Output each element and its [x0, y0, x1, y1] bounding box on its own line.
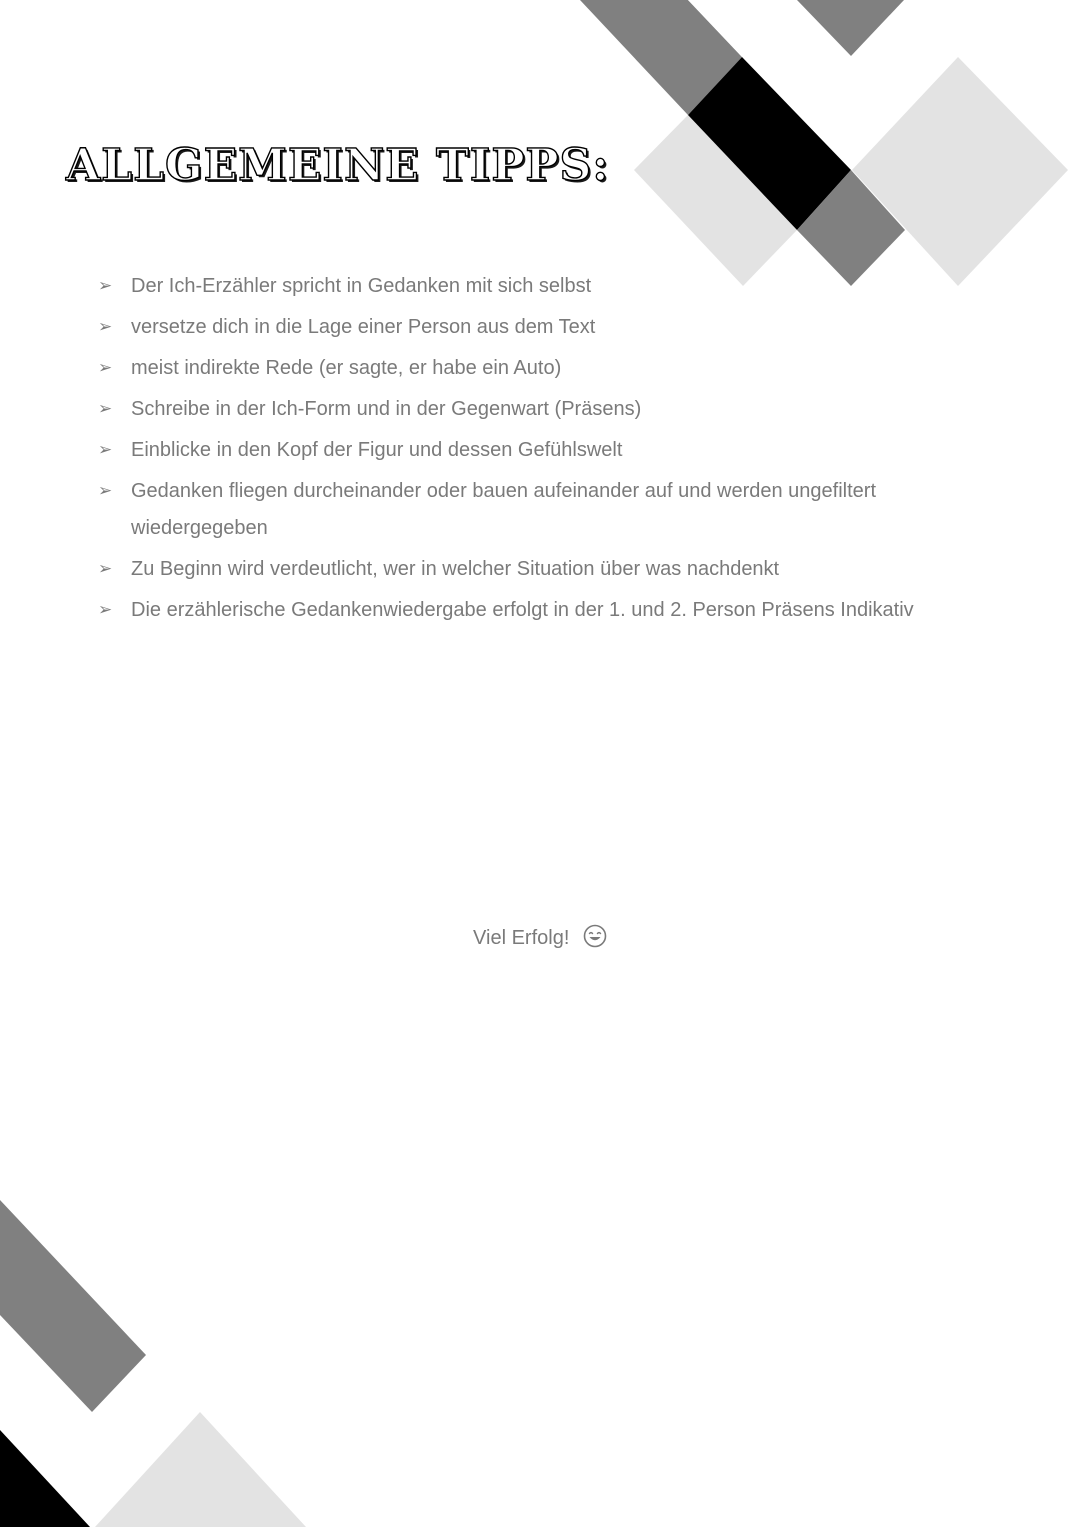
light-gray-diamond-right: [852, 57, 1068, 286]
tip-text: meist indirekte Rede (er sagte, er habe ein Auto): [131, 357, 562, 379]
arrow-bullet-icon: ➢: [98, 317, 113, 337]
light-gray-triangle-bottom: [95, 1412, 306, 1527]
list-item: [96, 592, 996, 629]
arrow-bullet-icon: ➢: [98, 599, 113, 620]
tip-text: Zu Beginn wird verdeutlicht, wer in welcher Situation über was nachdenkt: [131, 557, 780, 580]
dark-gray-stripe-top: [580, 0, 742, 115]
black-stripe: [688, 57, 851, 230]
list-item: [96, 391, 996, 428]
black-triangle-bottom: [0, 1430, 90, 1527]
list-item: [96, 432, 996, 469]
arrow-bullet-icon: ➢: [98, 276, 113, 296]
closing-line: [0, 922, 1080, 954]
tip-text: Einblicke in den Kopf der Figur und dessen Gefühlswelt: [131, 439, 623, 461]
list-item: [96, 268, 996, 305]
arrow-bullet-icon: ➢: [98, 558, 113, 579]
list-item: [96, 473, 996, 546]
tip-text: Die erzählerische Gedankenwiedergabe erfolgt in der 1. und 2. Person Präsens Indikativ: [131, 598, 914, 621]
dark-gray-stripe-bottom: [0, 1200, 146, 1412]
tip-text: Der Ich-Erzähler spricht in Gedanken mit sich selbst: [131, 275, 592, 297]
tip-text: Schreibe in der Ich-Form und in der Gegenwart (Präsens): [131, 398, 642, 420]
list-item: [96, 551, 996, 588]
white-gap: [688, 0, 796, 57]
smiley-icon: [583, 924, 607, 948]
light-gray-diamond-left: [634, 115, 797, 286]
arrow-bullet-icon: ➢: [98, 399, 113, 419]
arrow-bullet-icon: ➢: [98, 481, 113, 501]
tip-text: Gedanken fliegen durcheinander oder bauen aufeinander auf und werden ungefiltert wiedergegeben: [131, 480, 876, 539]
dark-gray-triangle-top: [797, 0, 904, 56]
list-item: [96, 309, 996, 346]
arrow-bullet-icon: ➢: [98, 358, 113, 378]
arrow-bullet-icon: ➢: [98, 440, 113, 460]
page-title: ALLGEMEINE TIPPS:: [66, 140, 610, 191]
tip-text: versetze dich in die Lage einer Person aus dem Text: [131, 316, 596, 338]
tips-list: [96, 268, 996, 633]
closing-text: Viel Erfolg!: [473, 927, 570, 949]
list-item: [96, 350, 996, 387]
